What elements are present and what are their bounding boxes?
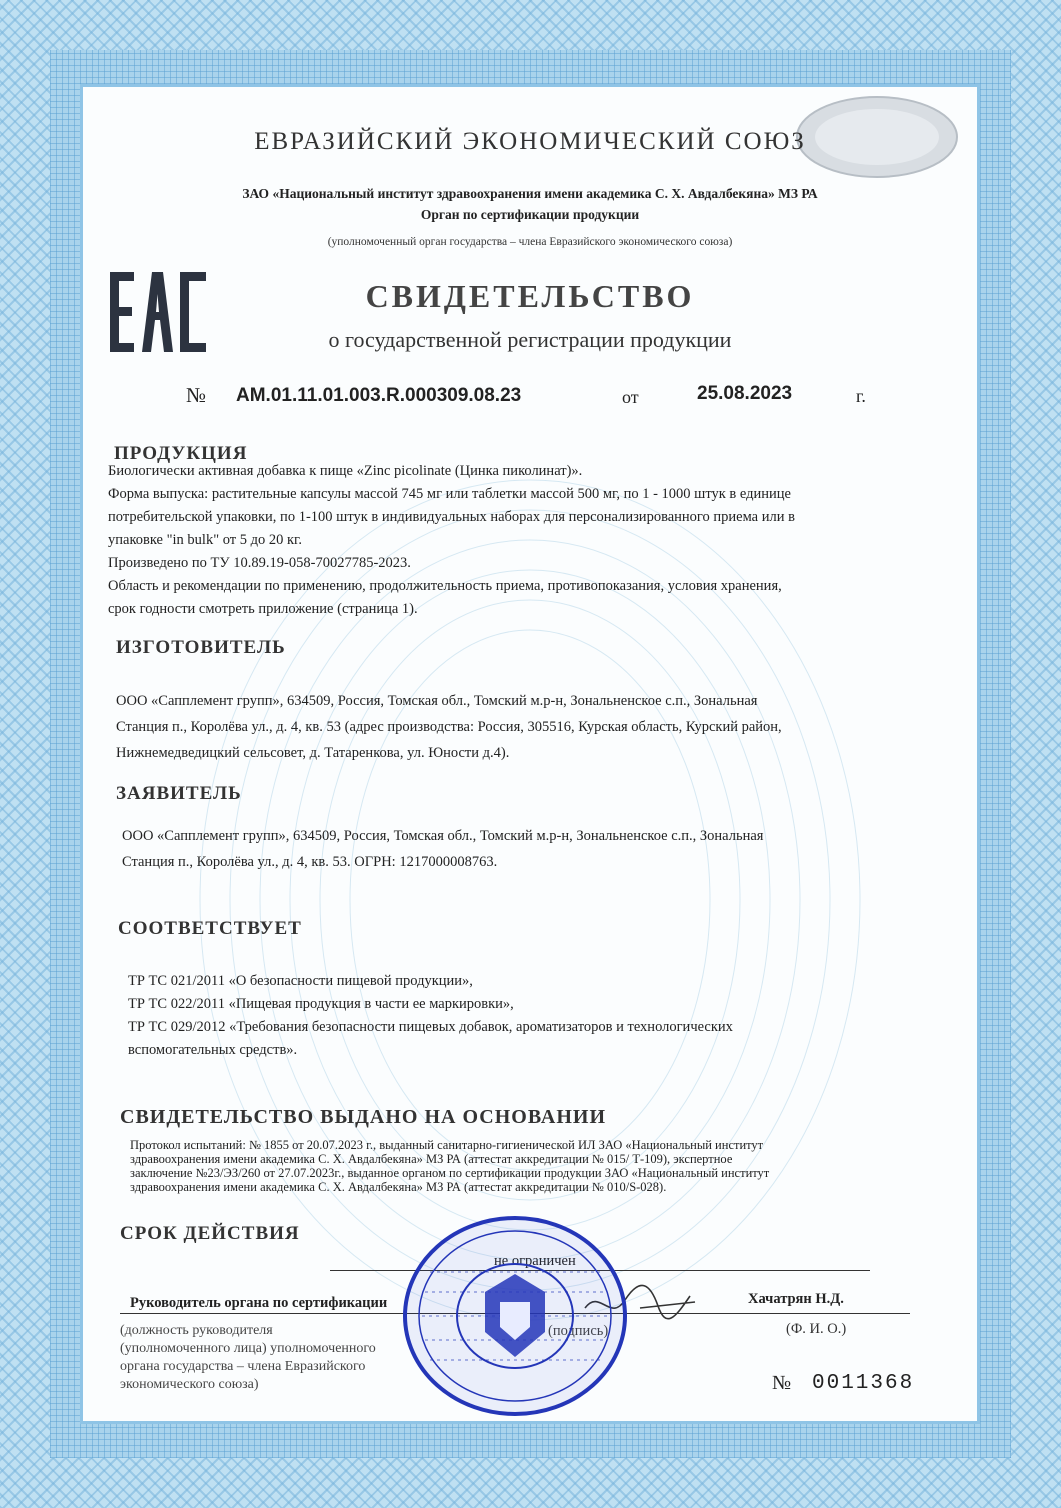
product-line: Произведено по ТУ 10.89.19-058-70027785-2023.	[108, 555, 411, 571]
manufacturer-line: Станция п., Королёва ул., д. 4, кв. 53 (адрес производства: Россия, 305516, Курская область, Курский район,	[116, 719, 782, 735]
basis-line: заключение №23/ЭЗ/260 от 27.07.2023г., выданное органом по сертификации продукции ЗАО «Национальный институт	[130, 1166, 770, 1180]
from-label: от	[622, 387, 639, 407]
organ-name: Орган по сертификации продукции	[420, 207, 640, 222]
basis-line: здравоохранения имени академика С. Х. Авдалбекяна» МЗ РА (аттестат аккредитации № 010/S-028).	[130, 1180, 667, 1194]
signer-name: Хачатрян Н.Д.	[748, 1291, 844, 1307]
registration-number: AM.01.11.01.003.R.000309.08.23	[236, 385, 522, 406]
manufacturer-heading: ИЗГОТОВИТЕЛЬ	[116, 637, 286, 658]
position-line: экономического союза)	[120, 1377, 259, 1392]
basis-heading: СВИДЕТЕЛЬСТВО ВЫДАНО НА ОСНОВАНИИ	[120, 1106, 607, 1128]
position-note	[120, 1322, 376, 1394]
position-line: (уполномоченного лица) уполномоченного	[120, 1341, 376, 1356]
union-title: ЕВРАЗИЙСКИЙ ЭКОНОМИЧЕСКИЙ СОЮЗ	[254, 128, 806, 155]
manufacturer-line: Нижнемедведицкий сельсовет, д. Татаренкова, ул. Юности д.4).	[116, 745, 510, 761]
document-subtitle: о государственной регистрации продукции	[328, 327, 732, 352]
serial-number: 0011368	[812, 1372, 915, 1395]
fio-label: (Ф. И. О.)	[786, 1321, 847, 1337]
signer-role: Руководитель органа по сертификации	[130, 1295, 388, 1311]
applicant-heading: ЗАЯВИТЕЛЬ	[116, 783, 242, 804]
position-line: (должность руководителя	[120, 1323, 273, 1338]
product-heading: ПРОДУКЦИЯ	[114, 443, 248, 464]
product-line: Область и рекомендации по применению, продолжительность приема, противопоказания, условия хранения,	[108, 578, 782, 594]
product-line: упаковке "in bulk" от 5 до 20 кг.	[108, 532, 302, 548]
authorized-note: (уполномоченный орган государства – члена Евразийского экономического союза)	[327, 236, 733, 248]
conforms-line: ТР ТС 029/2012 «Требования безопасности пищевых добавок, ароматизаторов и технологических	[128, 1019, 733, 1035]
conforms-line: ТР ТС 021/2011 «О безопасности пищевой продукции»,	[128, 973, 473, 989]
conforms-line: вспомогательных средств».	[128, 1042, 298, 1058]
validity-heading: СРОК ДЕЙСТВИЯ	[120, 1223, 300, 1244]
product-line: Форма выпуска: растительные капсулы массой 745 мг или таблетки массой 500 мг, по 1 - 1000 штук в единице	[108, 486, 791, 502]
basis-section	[130, 1138, 964, 1194]
year-suffix: г.	[856, 386, 866, 406]
manufacturer-line: ООО «Сапплемент групп», 634509, Россия, Томская обл., Томский м.р-н, Зональненское с.п., Зональная	[116, 693, 758, 709]
conforms-line: ТР ТС 022/2011 «Пищевая продукция в части ее маркировки»,	[128, 996, 514, 1012]
institute-name: ЗАО «Национальный институт здравоохранения имени академика С. Х. Авдалбекяна» МЗ РА	[242, 186, 818, 201]
eac-logo-text: EAC	[108, 270, 110, 271]
conforms-section	[128, 970, 968, 1062]
registration-date: 25.08.2023	[697, 383, 793, 404]
manufacturer-section	[116, 688, 966, 766]
basis-line: Протокол испытаний: № 1855 от 20.07.2023 г., выданный санитарно-гигиенической ИЛ ЗАО «Национальный институт	[130, 1138, 764, 1152]
applicant-section	[122, 823, 972, 875]
product-section	[108, 460, 968, 621]
basis-line: здравоохранения имени академика С. Х. Авдалбекяна» МЗ РА (аттестат аккредитации № 015/ Т-109), экспертное	[130, 1152, 733, 1166]
number-sign: №	[186, 383, 207, 407]
product-line: потребительской упаковки, по 1-100 штук в индивидуальных наборах для персонализированного приема или в	[108, 509, 795, 525]
name-line	[700, 1313, 910, 1314]
applicant-line: ООО «Сапплемент групп», 634509, Россия, Томская обл., Томский м.р-н, Зональненское с.п., Зональная	[122, 828, 764, 844]
serial-sign: №	[772, 1372, 792, 1394]
conforms-heading: СООТВЕТСТВУЕТ	[118, 918, 302, 939]
product-line: срок годности смотреть приложение (страница 1).	[108, 601, 418, 617]
product-line: Биологически активная добавка к пище «Zinc picolinate (Цинка пиколинат)».	[108, 463, 583, 479]
official-stamp	[400, 1212, 630, 1420]
position-line: органа государства – члена Евразийского	[120, 1359, 366, 1374]
applicant-line: Станция п., Королёва ул., д. 4, кв. 53. ОГРН: 1217000008763.	[122, 854, 498, 870]
document-title: СВИДЕТЕЛЬСТВО	[365, 278, 695, 314]
